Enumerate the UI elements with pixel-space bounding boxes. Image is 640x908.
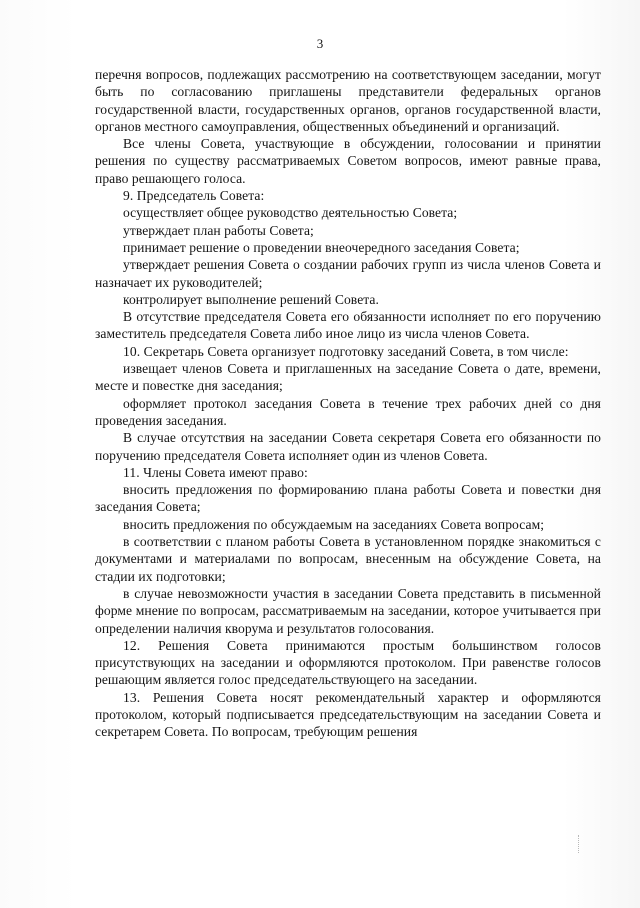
member-right-1: вносить предложения по формированию плана работы Совета и повестки дня заседания Совета; [95, 482, 601, 515]
member-right-3: в соответствии с планом работы Совета в установленном порядке знакомиться с документами и материалами по вопросам, внесенным на обсуждение Совета, на стадии их подготовки; [95, 534, 601, 584]
paragraph-equal-rights: Все члены Совета, участвующие в обсуждении, голосовании и принятии решения по существу рассматриваемых Советом вопросов, имеют равные права, право решающего голоса. [95, 136, 601, 186]
secretary-duty-2: оформляет протокол заседания Совета в течение трех рабочих дней со дня проведения заседания. [95, 395, 601, 428]
paragraph-continuation: перечня вопросов, подлежащих рассмотрению на соответствующем заседании, могут быть по согласованию приглашены представители федеральных органов государственной власти, государственных органов, органов государственной власти, органов местного самоуправления, общественных объединений и организаций. [95, 67, 601, 134]
member-right-4: в случае невозможности участия в заседании Совета представить в письменной форме мнение по вопросам, рассматриваемым на заседании, которое учитывается при определении наличия кворума и результатов голосования. [95, 585, 601, 636]
section-9-heading: 9. Председатель Совета: [123, 188, 265, 204]
chairman-absence-paragraph: В отсутствие председателя Совета его обязанности исполняет по его поручению заместитель председателя Совета либо иное лицо из числа членов Совета. [95, 309, 601, 342]
member-right-2: вносить предложения по обсуждаемым на заседаниях Совета вопросам; [123, 516, 545, 532]
document-body [95, 66, 601, 741]
secretary-duty-1: извещает членов Совета и приглашенных на заседание Совета о дате, времени, месте и повестке дня заседания; [95, 361, 601, 394]
scan-artifact-line [578, 835, 580, 853]
chairman-duty-5: контролирует выполнение решений Совета. [123, 291, 379, 307]
chairman-duty-3: принимает решение о проведении внеочередного заседания Совета; [123, 239, 520, 255]
section-12-paragraph: 12. Решения Совета принимаются простым большинством голосов присутствующих на заседании и оформляются протоколом. При равенстве голосов решающим является голос председательствующего на заседании. [95, 637, 601, 688]
chairman-duty-4: утверждает решения Совета о создании рабочих групп из числа членов Совета и назначает их руководителей; [95, 257, 601, 290]
page-number: 3 [316, 36, 324, 51]
section-13-paragraph: 13. Решения Совета носят рекомендательный характер и оформляются протоколом, который подписывается председательствующим на заседании Совета и секретарем Совета. По вопросам, требующим решения [95, 689, 601, 740]
section-11-heading: 11. Члены Совета имеют право: [123, 464, 308, 480]
chairman-duty-2: утверждает план работы Совета; [123, 222, 314, 238]
secretary-absence-paragraph: В случае отсутствия на заседании Совета секретаря Совета его обязанности по поручению председателя Совета исполняет один из членов Совета. [95, 430, 601, 463]
section-10-heading: 10. Секретарь Совета организует подготовку заседаний Совета, в том числе: [123, 343, 569, 359]
chairman-duty-1: осуществляет общее руководство деятельностью Совета; [123, 205, 458, 221]
